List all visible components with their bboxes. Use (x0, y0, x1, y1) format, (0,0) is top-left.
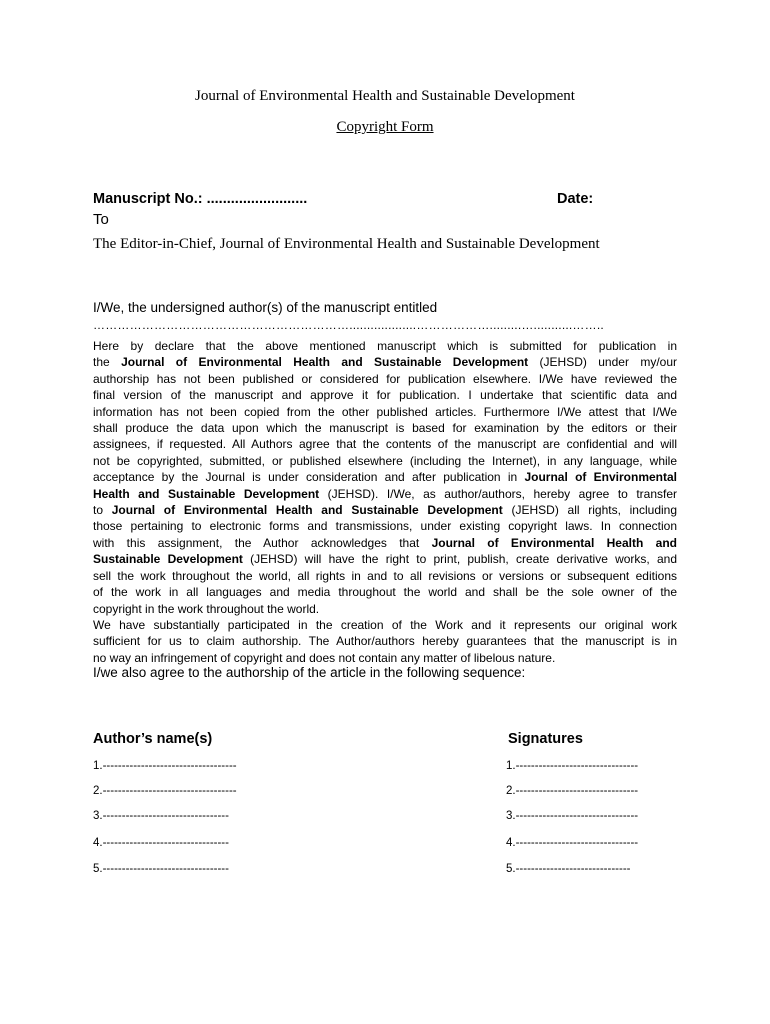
intro-line: I/We, the undersigned author(s) of the manuscript entitled (93, 300, 438, 315)
addressee: The Editor-in-Chief, Journal of Environmental Health and Sustainable Development (93, 236, 600, 252)
journal-name-bold: Journal of Environmental (524, 470, 678, 485)
declaration-line (93, 354, 677, 370)
signature-line-3: 3.-------------------------------- (506, 810, 639, 822)
declaration-line: Here by declare that the above mentioned manuscript which is submitted for publication in (93, 339, 677, 353)
text-run: the (93, 355, 122, 370)
declaration-line (93, 486, 677, 502)
author-name-line-5: 5.--------------------------------- (93, 863, 229, 875)
author-name-line-2: 2.----------------------------------- (93, 785, 237, 797)
text-run: with this assignment, the Author acknowledges that (93, 535, 432, 550)
declaration-line: shall produce the data upon which the manuscript is based for examination by the editors or their (93, 421, 677, 436)
author-name-line-4: 4.--------------------------------- (93, 837, 229, 849)
declaration-line: copyright in the work throughout the world. (93, 601, 320, 616)
signature-line-1: 1.-------------------------------- (506, 760, 639, 772)
signature-line-5: 5.------------------------------ (506, 863, 631, 875)
declaration-line: of the work in all languages and media throughout the world and shall be the sole owner of the (93, 585, 677, 600)
signature-line-2: 2.-------------------------------- (506, 785, 639, 797)
author-name-line-3: 3.--------------------------------- (93, 810, 229, 822)
signatures-header: Signatures (508, 731, 583, 747)
to-label: To (93, 211, 109, 228)
text-run: (JEHSD) all rights, including (502, 503, 678, 518)
declaration-line: sufficient for us to claim authorship. The Author/authors hereby guarantees that the manuscript is in (93, 634, 677, 649)
declaration-line: those pertaining to electronic forms and transmissions, under existing copyright laws. In connection (93, 519, 677, 534)
text-run: (JEHSD) will have the right to print, publish, create derivative works, and (242, 552, 677, 567)
declaration-line: no way an infringement of copyright and does not contain any matter of libelous nature. (93, 650, 556, 665)
signature-line-4: 4.-------------------------------- (506, 837, 639, 849)
declaration-line: sell the work throughout the world, all rights in and to all revisions or versions or subsequent editions (93, 568, 677, 583)
journal-name-bold: Health and Sustainable Development (93, 486, 320, 501)
manuscript-number-field: Manuscript No.: ......................... (93, 191, 308, 207)
declaration-line (93, 551, 677, 567)
journal-name-bold: Sustainable Development (93, 552, 243, 567)
declaration-line: final version of the manuscript and approve it for publication. I undertake that scientific data and (93, 388, 677, 403)
text-run: (JEHSD). I/We, as author/authors, hereby agree to transfer (319, 486, 678, 501)
text-run: acceptance by the Journal is under consideration and after publication in (93, 470, 525, 485)
text-run: (JEHSD) under my/our (528, 355, 678, 370)
declaration-line: not be copyrighted, submitted, or published elsewhere (including the Internet), in any language, while (93, 453, 677, 468)
declaration-line: We have substantially participated in the creation of the Work and it represents our original work (93, 617, 677, 632)
declaration-line: information has not been copied from the other published articles. Furthermore I/We attest that I/We (93, 404, 677, 419)
declaration-line (93, 469, 677, 485)
declaration-paragraph (93, 338, 677, 666)
manuscript-title-blank: ………………………………………………………...................……………….........…...........…….. (93, 318, 604, 332)
author-name-line-1: 1.----------------------------------- (93, 760, 237, 772)
declaration-line: authorship has not been published or considered for publication elsewhere. I/We have reviewed the (93, 371, 677, 386)
journal-name-bold: Journal of Environmental Health and (431, 535, 677, 550)
journal-name-bold: Journal of Environmental Health and Sustainable Development (121, 355, 529, 370)
declaration-line (93, 502, 677, 518)
declaration-line: assignees, if requested. All Authors agree that the contents of the manuscript are confidential and will (93, 437, 677, 452)
journal-name-bold: Journal of Environmental Health and Sustainable Development (111, 503, 503, 518)
form-title: Copyright Form (336, 119, 434, 135)
authorship-agreement-line: I/we also agree to the authorship of the article in the following sequence: (93, 665, 526, 680)
text-run: to (93, 503, 112, 518)
authors-header: Author’s name(s) (93, 731, 213, 747)
date-field: Date: (557, 191, 594, 207)
journal-title: Journal of Environmental Health and Sustainable Development (195, 88, 575, 104)
declaration-line (93, 535, 677, 551)
